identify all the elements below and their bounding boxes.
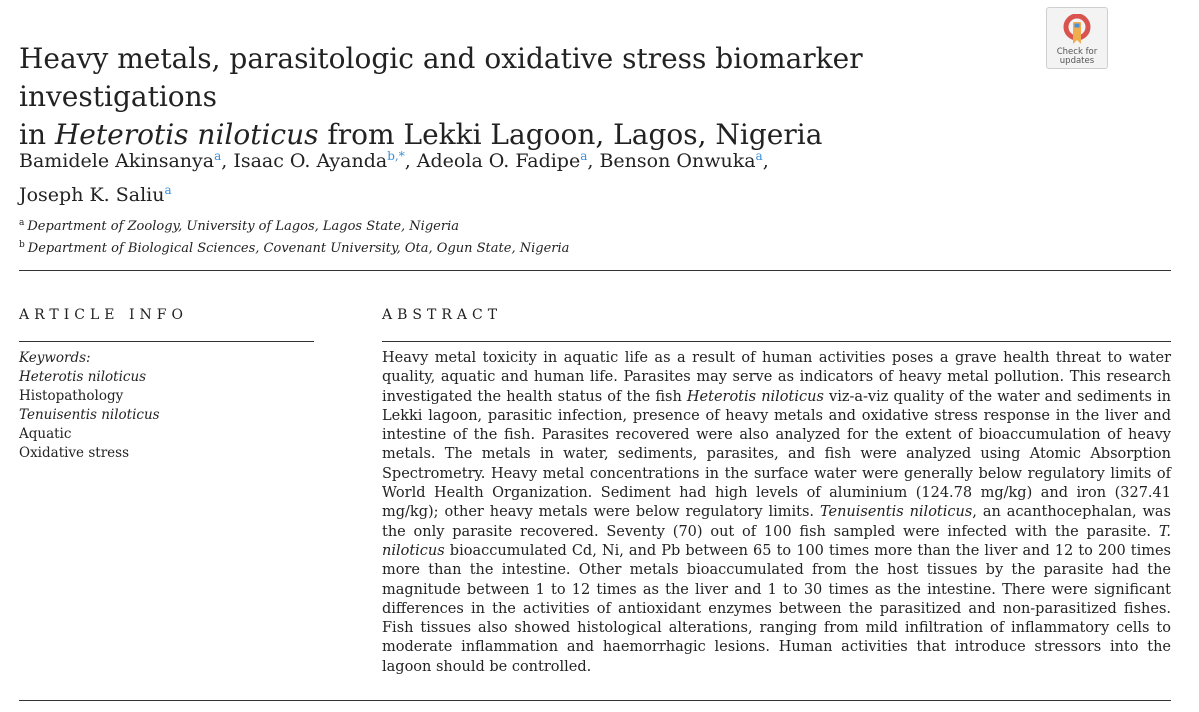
check-for-updates-label — [1047, 48, 1107, 66]
author-affiliation-sup[interactable]: a — [164, 183, 172, 197]
affiliation-text: Department of Zoology, University of Lagos, Lagos State, Nigeria — [27, 219, 459, 234]
author-affiliation-sup[interactable]: a — [214, 149, 222, 163]
author-name[interactable]: Bamidele Akinsanya — [19, 150, 215, 172]
title-line-1: Heavy metals, parasitologic and oxidative stress biomarker investigations — [19, 42, 863, 113]
abstract-segment: bioaccumulated Cd, Ni, and Pb between 65 to 100 times more than the liver and 12 to 200 times more than the intestine. Other metals bioaccumulated from the host tissues by the parasite had the magnitude between 1 to 12 times as the liver and 1 to 30 times as the intestine. There were significant differences in the activities of antioxidant enzymes between the parasitized and non-parasitized fishes. Fish tissues also showed histological alterations, ranging from mild infiltration of inflammatory cells to moderate inflammation and haemorrhagic lesions. Human activities that introduce stressors into the lagoon should be controlled. — [382, 542, 1171, 675]
author-list — [19, 142, 1019, 210]
keyword-item[interactable]: Heterotis niloticus — [19, 369, 147, 385]
abstract-species-name: T. niloticus — [382, 523, 1171, 559]
author-affiliation-sup[interactable]: a — [580, 149, 588, 163]
title-species-name: Heterotis niloticus — [54, 118, 319, 151]
affiliations — [19, 214, 919, 258]
abstract-segment: Heavy metal toxicity in aquatic life as a result of human activities poses a grave health threat to water quality, aquatic and human life. Parasites may serve as indicators of heavy metal pollution. This research investigated the health status of the fish — [382, 350, 1171, 405]
affiliation-item — [19, 214, 919, 236]
title-line-2-prefix: in — [19, 118, 55, 151]
author-affiliation-sup[interactable]: a — [755, 149, 763, 163]
affiliation-text: Department of Biological Sciences, Covenant University, Ota, Ogun State, Nigeria — [27, 241, 570, 256]
keywords-label: Keywords: — [19, 350, 91, 366]
footer-divider — [19, 700, 1171, 701]
affiliation-letter: b — [19, 240, 25, 250]
keyword-item[interactable]: Oxidative stress — [19, 445, 129, 461]
author-separator: , — [404, 150, 417, 172]
author-name[interactable]: Isaac O. Ayanda — [233, 150, 388, 172]
badge-text-line-2: updates — [1059, 56, 1095, 66]
abstract-species-name: Heterotis niloticus — [686, 388, 824, 405]
abstract-species-name: Tenuisentis niloticus — [819, 504, 973, 521]
author-name[interactable]: Joseph K. Saliu — [19, 184, 165, 206]
keyword-item[interactable]: Aquatic — [19, 426, 72, 442]
abstract-segment: viz-a-viz quality of the water and sediments in Lekki lagoon, parasitic infection, presence of heavy metals and oxidative stress response in the liver and intestine of the fish. Parasites recovered were also analyzed for the extent of bioaccumulation of heavy metals. The metals in water, sediments, parasites, and fish were analyzed using Atomic Absorption Spectrometry. Heavy metal concentrations in the surface water were generally below regulatory limits of World Health Organization. Sediment had high levels of aluminium (124.78 mg/kg) and iron (327.41 mg/kg); other heavy metals were below regulatory limits. — [382, 388, 1171, 521]
title-line-2-suffix: from Lekki Lagoon, Lagos, Nigeria — [318, 118, 823, 151]
header-divider — [19, 270, 1171, 271]
keyword-item[interactable]: Tenuisentis niloticus — [19, 407, 160, 423]
abstract-heading: ABSTRACT — [382, 307, 503, 323]
keyword-item[interactable]: Histopathology — [19, 388, 124, 404]
article-info-divider — [19, 341, 314, 342]
badge-text-line-1: Check for — [1056, 47, 1098, 57]
author-affiliation-sup[interactable]: b,* — [387, 149, 405, 163]
check-for-updates-badge[interactable] — [1046, 7, 1108, 69]
author-name[interactable]: Benson Onwuka — [599, 150, 756, 172]
author-separator: , — [762, 150, 769, 172]
abstract-text — [382, 349, 1171, 677]
author-separator: , — [587, 150, 600, 172]
keywords-block — [19, 349, 309, 463]
abstract-segment: , an acanthocephalan, was the only parasite recovered. Seventy (70) out of 100 fish sampled were infected with the parasite. — [382, 504, 1172, 540]
affiliation-letter: a — [19, 218, 25, 228]
article-info-heading: ARTICLE INFO — [19, 307, 188, 323]
affiliation-item — [19, 236, 919, 258]
check-for-updates-icon — [1062, 14, 1092, 46]
author-name[interactable]: Adeola O. Fadipe — [416, 150, 581, 172]
article-title — [19, 40, 1019, 154]
abstract-divider — [382, 341, 1171, 342]
author-separator: , — [221, 150, 234, 172]
